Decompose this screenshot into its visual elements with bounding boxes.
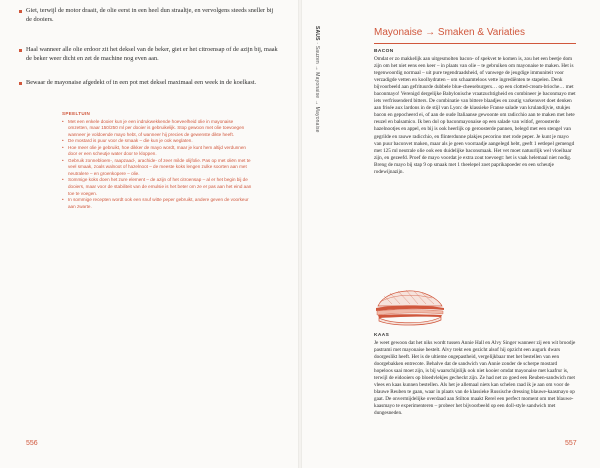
running-head-path: · Sauzen → Mayonaise → Mayonaise: [314, 42, 320, 133]
page-title: Mayonaise → Smaken & Variaties: [374, 27, 525, 38]
page-number-right: 557: [565, 440, 577, 447]
instruction-bullet: Bewaar de mayonaise afgedekt of in een pot met deksel maximaal een week in de koelkast.: [26, 79, 278, 88]
running-head: [314, 26, 320, 133]
tip-item: • In sommige recepten wordt ook een snuf witte peper gebruikt, andere geven de voorkeur aan zwarte.: [62, 197, 252, 210]
book-spine: [298, 0, 302, 468]
bullet-square-icon: [19, 10, 22, 13]
page-number-left: 556: [26, 440, 38, 447]
section-body-bacon: Omdat er zo makkelijk aan uitgesmolten bacon- of spekvet te komen is, zou het een beetje dom zijn om het niet eens een keer – in plaats van olie – te gebruiken om mayonaise te maken. Het is tegenwoordig normaal – uit pure tegendraadsheid, of vanwege de jeugdige immuniteit voor verzadigde vetten en koolhydraten – om schaamteloos vette ingrediënten te stapelen. Denk bijvoorbeeld aan gefrituurde dubbele blue-cheeseburgers… op een clotted-cream-brioche… met baconmayo! Verenigd dergelijke Babylonische vraatzuchtigheid en combineer je baconmayo met iets verfrissenderd bitters. De combinatie van bittere blaadjes en zoutig varkensvet doet denken aan frisée aux lardons in de stijl van Lyon: de klassieke Franse salade van krulandijvie, stukjes bacon en gepocheerd ei, of aan de oude Italiaanse gewoonte om radicchio aan te maken met hete reuzel en balsamico. Ik ben dol op baconmayonaise op een salade van witlof, geroosterde hazelnootjes en appel, en bij is ook heerlijk op geroosterde pannen, belegd met een stengel van gegrilde en rauwe radicchio, en flinterdunne plakjes pecorino met rode peper. Je kunt je mayo van puur baconvet maken, maar als je geen voorraadje aangelegd hebt, geeft 1 eetlepel gemengd met 125 ml neutrale olie ook een duidelijke baconsmaak. Het vet moet natuurlijk wel vloeibaar zijn, en gezeefd. Proef de mayo voordat je extra zout toevoegt: het is vaak helemaal niet nodig. Breng de mayo bij stap 9 op smaak met 1 theelepel zoet paprikapoeder en een scheutje rodewijnazijn.: [374, 56, 576, 175]
tips-heading: SPEELTUIN: [62, 111, 91, 116]
tips-box: [62, 111, 252, 210]
tip-item: • Gebruik zonnebloem-, raapzaad-, arachide- of zeer milde olijfolie. Pas op met oliën met te veel smaak, zoals walnoot of hazelnoot – de meeste koks lengen zulke soorten aan met neutralere – en groenkopere – olie.: [62, 158, 252, 178]
title-rule: [374, 43, 576, 44]
instruction-bullet: Giet, terwijl de motor draait, de olie eerst in een heel dun straaltje, en vervolgens steeds sneller bij de dooiers.: [26, 7, 278, 25]
running-head-section: SAUS: [314, 26, 320, 41]
sandwich-illustration: [372, 284, 448, 328]
tip-item: • Sommige koks doen het zure element – de azijn of het citroensap – al er het begin bij de dooiers, maar voor de stabiliteit van de emulsie is het beter om ze er pas aan het eind aan toe te voegen.: [62, 177, 252, 197]
bullet-square-icon: [19, 82, 22, 85]
tip-item: • Hoe meer olie je gebruikt, hoe dikker de mayo wordt, maar je kunt hem altijd verdunnen door er een scheutje water door te kloppen.: [62, 145, 252, 158]
tip-item: • Met een enkele dooier kun je een indrukwekkende hoeveelheid olie in mayonaise omzetten, maar 150/250 ml per dooier is gebruikelijk. Stop gewoon met olie toevoegen wanneer je voldoende mayo hebt, of wanneer hij precies de gewenste dikte heeft.: [62, 119, 252, 139]
section-heading-bacon: BACON: [374, 49, 394, 54]
instruction-bullet: Haal wanneer alle olie erdoor zit het deksel van de beker, giet er het citroensap of de azijn bij, maak de beker weer dicht en zet de machine nog even aan.: [26, 46, 278, 64]
tip-item: • De mostard is puur voor de smaak – die kun je ook weglaten.: [62, 138, 252, 145]
bullet-square-icon: [19, 49, 22, 52]
section-body-kaas: Je weet gewoon dat het niks wordt tussen Annie Hall en Alvy Singer wanneer zij een wit broodje pastrami met mayonaise bestelt. Alvy trekt een gezicht alsof hij opzicht een augurk dwars doorgeslikt heeft. Het is de ultieme ongepastheid, vergelijkbaar met het bestellen van een doorgebakken entrecote. Behalve dat de sandwich van Annie zonder de scherpe mostard hopeloos saai moet zijn, is bij waarschijnlijk ook niet kooier omdat mayonaise met kaafrur is, terwijl de eidooiers op bloedvlekjes gecheckt zijn. Ze had net zo goed een Reuben-sandwich met vlees en kaas kunnen bestellen. Als het je allemaal niets kan schelen raad ik je aan om voor de blauwe Reuben te gaan, waar in plaats van de klassieke Russische dressing blauwe-kaasmayo op gaat. De onvermijdelijke overdaad aan Stilton maakt Rerel een perfect moment om met blauwe-kaasmayo te experimenteren – probeer het bijvoorbeeld op een doll-style sandwich met dungesneden.: [374, 340, 576, 417]
section-heading-kaas: KAAS: [374, 333, 390, 338]
